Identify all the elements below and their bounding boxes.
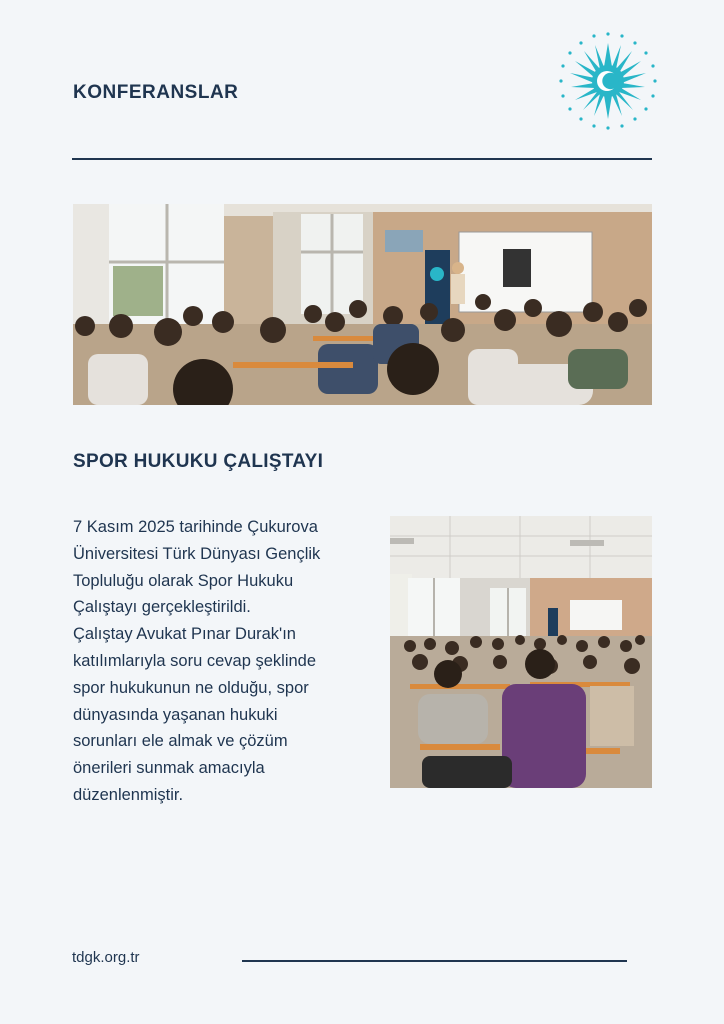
body-line: Çalıştayı gerçekleştirildi. [73, 598, 251, 617]
body-line: düzenlenmiştir. [73, 785, 184, 804]
footer-divider [242, 960, 627, 962]
workshop-photo-classroom [390, 516, 652, 788]
body-line: Çalıştay Avukat Pınar Durak'ın [73, 625, 296, 644]
body-line: 7 Kasım 2025 tarihinde Çukurova [73, 518, 318, 536]
body-line: Üniversitesi Türk Dünyası Gençlik [73, 544, 321, 563]
crescent-star-emblem-icon [553, 29, 663, 133]
body-line: katılımlarıyla soru cevap şeklinde [73, 651, 317, 670]
footer-url[interactable]: tdgk.org.tr [72, 949, 140, 966]
body-line: dünyasında yaşanan hukuki [73, 705, 278, 724]
section-title: KONFERANSLAR [73, 82, 239, 103]
body-line: sorunları ele almak ve çözüm [73, 732, 288, 751]
article-heading: SPOR HUKUKU ÇALIŞTAYI [73, 451, 324, 472]
header-divider [72, 158, 652, 160]
article-body [73, 514, 373, 809]
body-line: spor hukukunun ne olduğu, spor [73, 678, 309, 697]
workshop-photo-wide [73, 204, 652, 405]
body-line: Topluluğu olarak Spor Hukuku [73, 571, 294, 590]
body-line: önerileri sunmak amacıyla [73, 759, 265, 778]
